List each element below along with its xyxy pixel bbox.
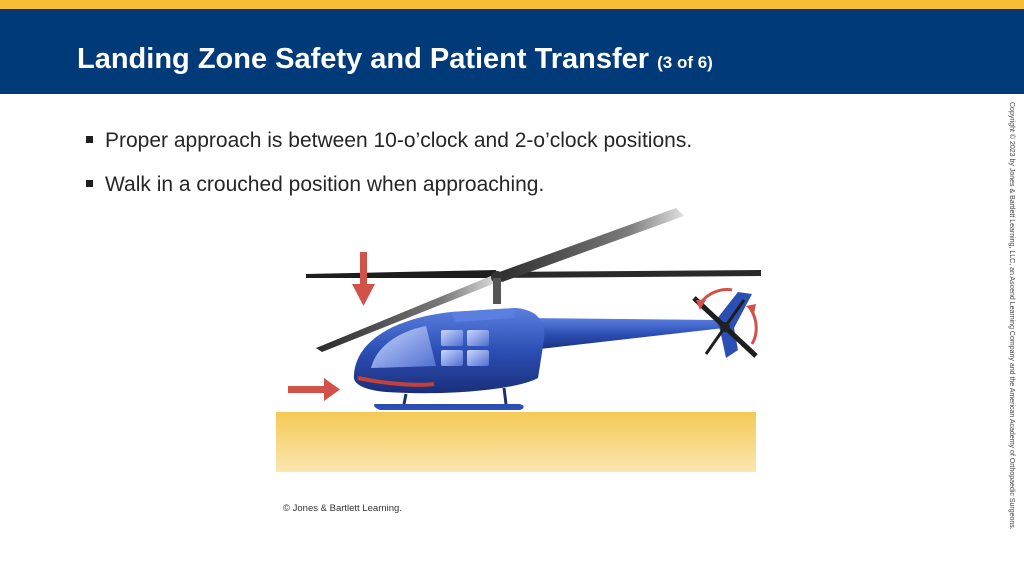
tail-boom: [526, 318, 724, 350]
slide-title: [77, 43, 713, 76]
helicopter-figure: [276, 200, 766, 500]
slide-title-text: Landing Zone Safety and Patient Transfer: [77, 43, 650, 75]
bullet-square-icon: [86, 136, 93, 143]
slide-title-suffix: (3 of 6): [657, 53, 713, 72]
bullet-text: Proper approach is between 10-o’clock and 2-o’clock positions.: [105, 129, 693, 152]
figure-credit: © Jones & Bartlett Learning.: [283, 503, 402, 514]
ground: [276, 412, 756, 472]
bullet-item: [86, 128, 692, 172]
helicopter-illustration: [276, 200, 766, 500]
copyright-notice: Copyright © 2023 by Jones & Bartlett Learning, LLC, an Ascend Learning Company and the American Academy of Orthopaedic Surgeons.: [1008, 102, 1015, 530]
down-arrow-icon: [352, 252, 375, 306]
right-arrow-icon: [288, 378, 340, 401]
title-bar: [0, 9, 1024, 94]
bullet-text: Walk in a crouched position when approaching.: [105, 173, 545, 196]
bullet-square-icon: [86, 180, 93, 187]
accent-stripe: [0, 0, 1024, 9]
